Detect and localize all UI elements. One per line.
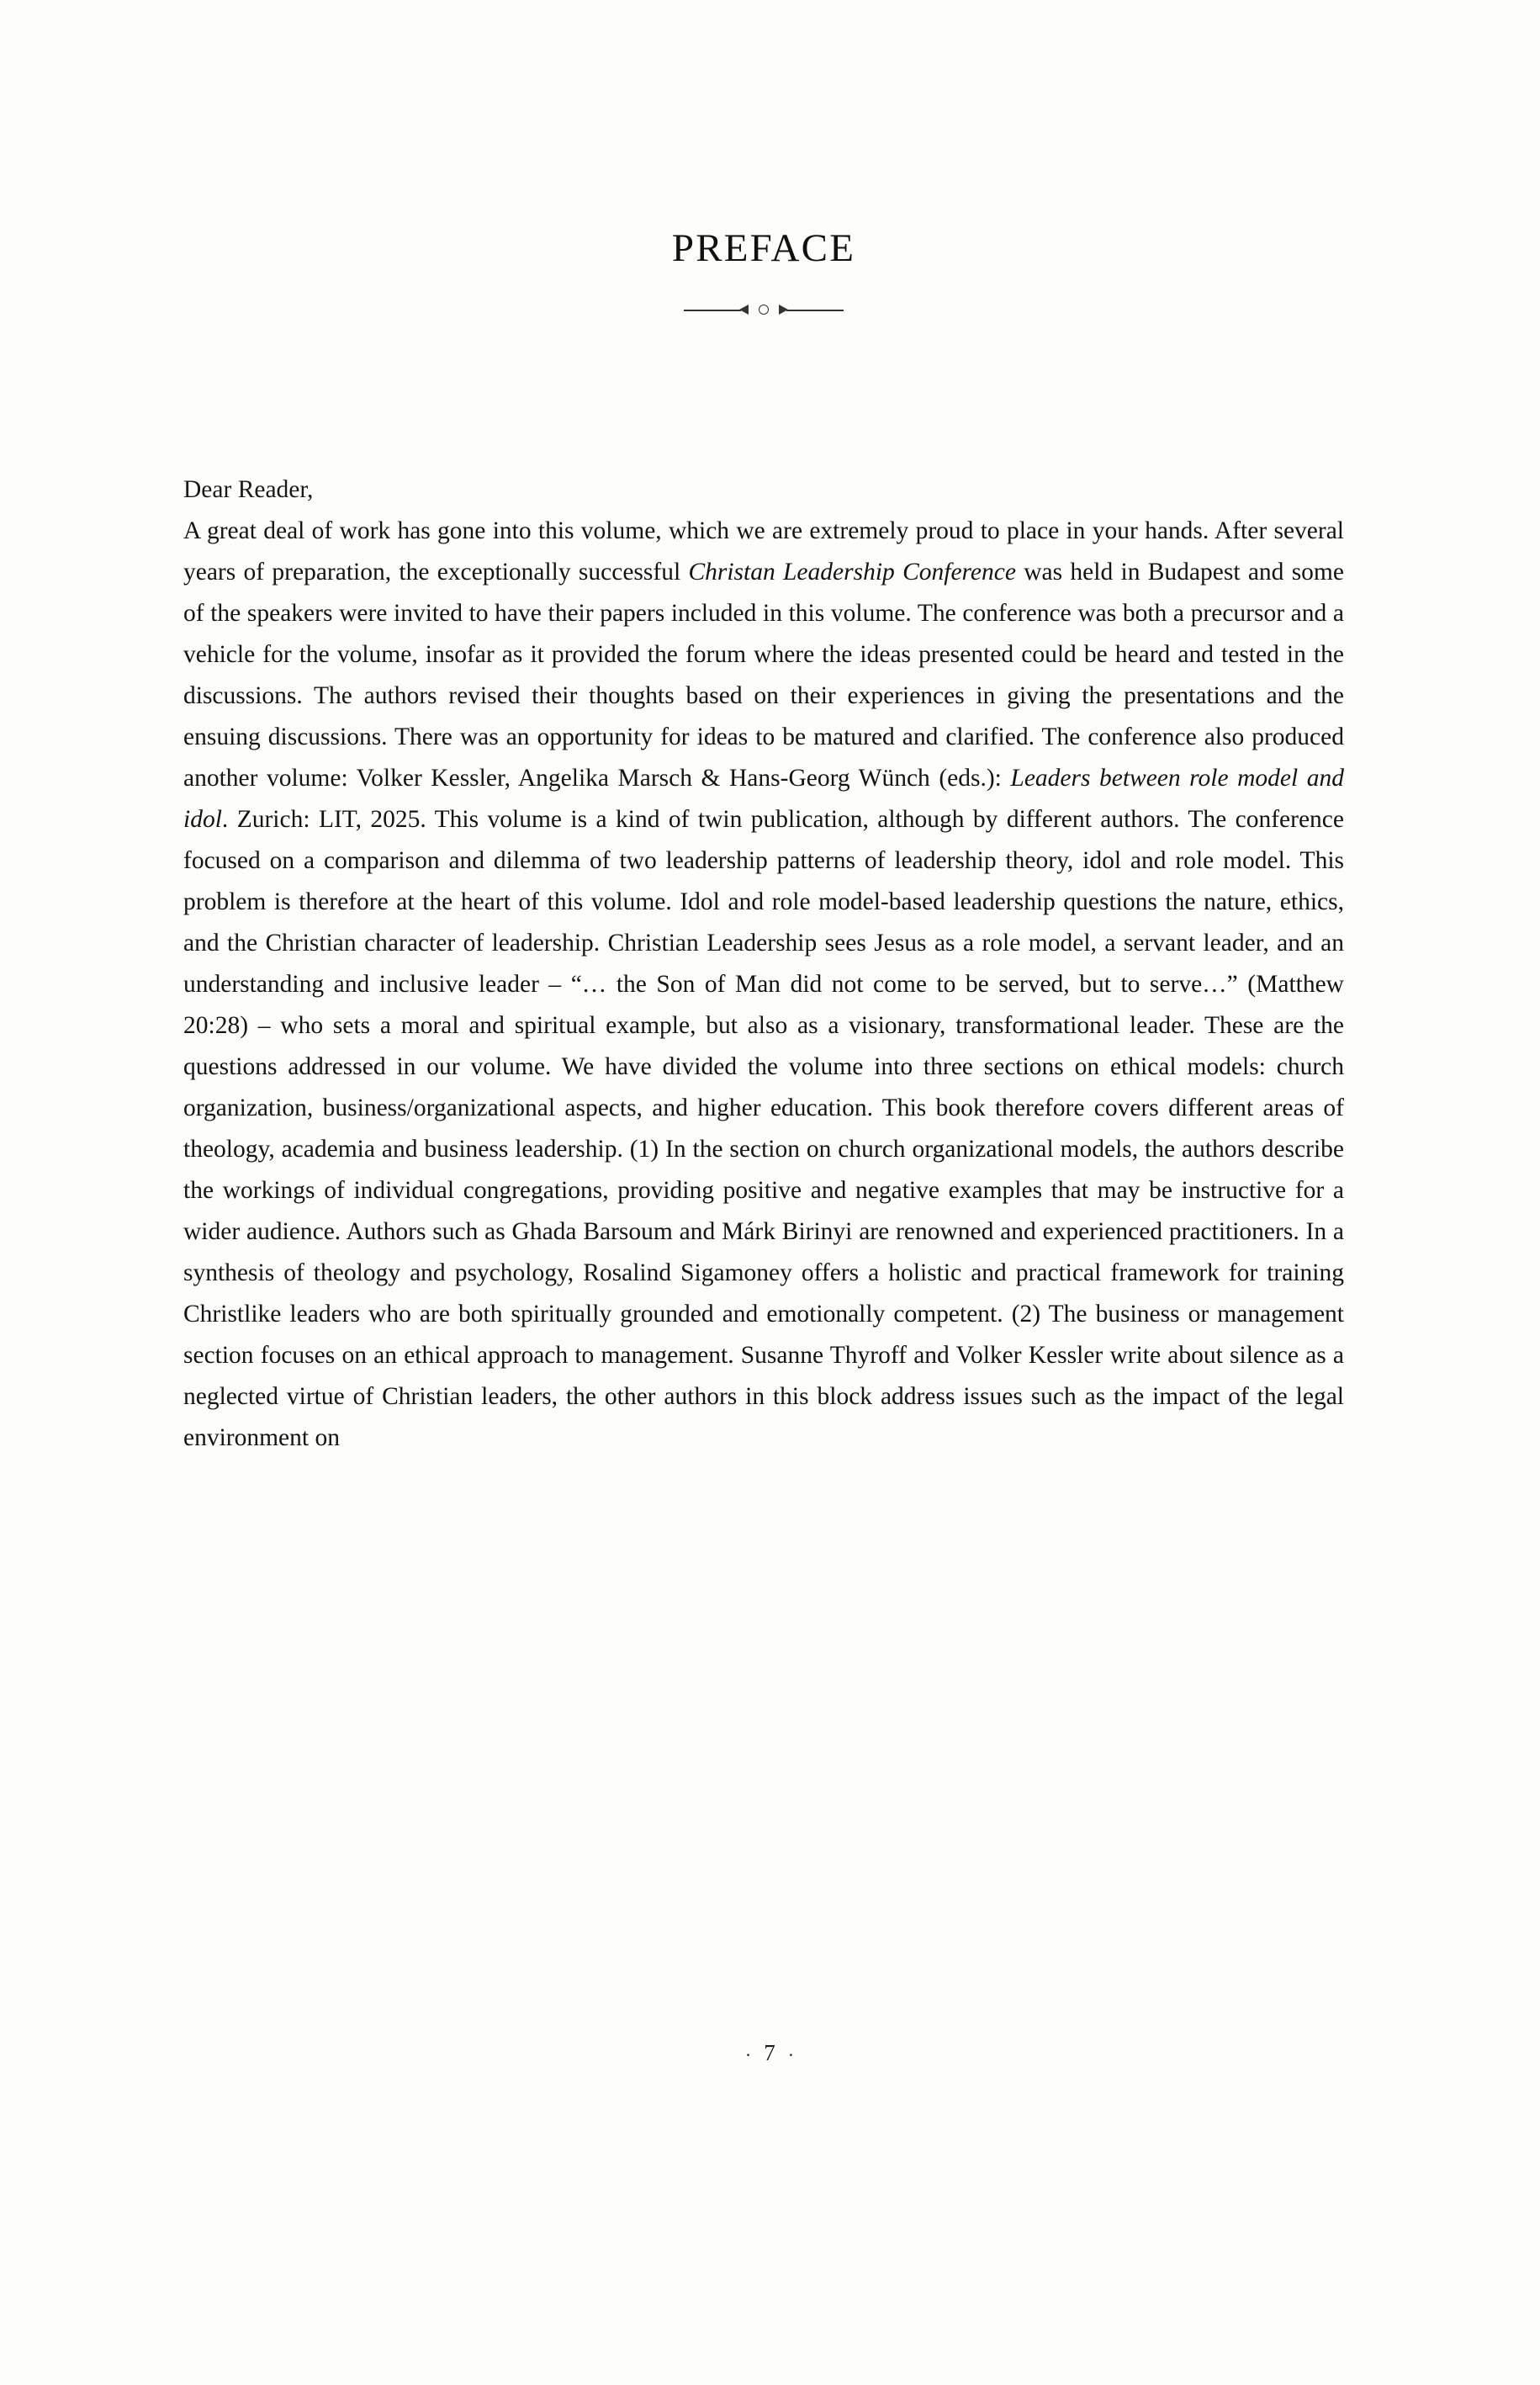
page-content (183, 0, 1344, 1459)
ornament-arrow-left-icon (739, 305, 749, 315)
salutation: Dear Reader, (183, 476, 314, 503)
folio-dot-right: · (787, 2043, 796, 2065)
ornament-rule-right (786, 310, 844, 311)
page-folio (0, 2040, 1540, 2066)
body-text: A great deal of work has gone into this volume, which we are extremely proud to place in your hands. After several years of preparation, the exceptionally successful Christan Leadership Conference was held in Budapest and some of the speakers were invited to have their papers included in this volume. The conference was both a precursor and a vehicle for the volume, insofar as it provided the forum where the ideas presented could be heard and tested in the discussions. The authors revised their thoughts based on their experiences in giving the presentations and the ensuing discussions. There was an opportunity for ideas to be matured and clarified. The conference also produced another volume: Volker Kessler, Angelika Marsch & Hans-Georg Wünch (eds.): Leaders between role model and idol. Zurich: LIT, 2025. This volume is a kind of twin publication, although by different authors. The conference focused on a comparison and dilemma of two leadership patterns of leadership theory, idol and role model. This problem is therefore at the heart of this volume. Idol and role model-based leadership questions the nature, ethics, and the Christian character of leadership. Christian Leadership sees Jesus as a role model, a servant leader, and an understanding and inclusive leader – “… the Son of Man did not come to be served, but to serve…” (Matthew 20:28) – who sets a moral and spiritual example, but also as a visionary, transformational leader. These are the questions addressed in our volume. We have divided the volume into three sections on ethical models: church organization, business/organizational aspects, and higher education. This book therefore covers different areas of theology, academia and business leadership. (1) In the section on church organizational models, the authors describe the workings of individual congregations, providing positive and negative examples that may be instructive for a wider audience. Authors such as Ghada Barsoum and Márk Birinyi are renowned and experienced practitioners. In a synthesis of theology and psychology, Rosalind Sigamoney offers a holistic and practical framework for training Christlike leaders who are both spiritually grounded and emotionally competent. (2) The business or management section focuses on an ethical approach to management. Susanne Thyroff and Volker Kessler write about silence as a neglected virtue of Christian leaders, the other authors in this block address issues such as the impact of the legal environment on (183, 517, 1344, 1451)
ornament-diamond-icon (759, 305, 769, 315)
folio-dot-left: · (744, 2043, 753, 2065)
ornament-rule-left (684, 310, 741, 311)
page-number: 7 (764, 2040, 776, 2065)
diamond-rule-ornament-icon (684, 299, 844, 321)
page-title: PREFACE (671, 226, 856, 270)
